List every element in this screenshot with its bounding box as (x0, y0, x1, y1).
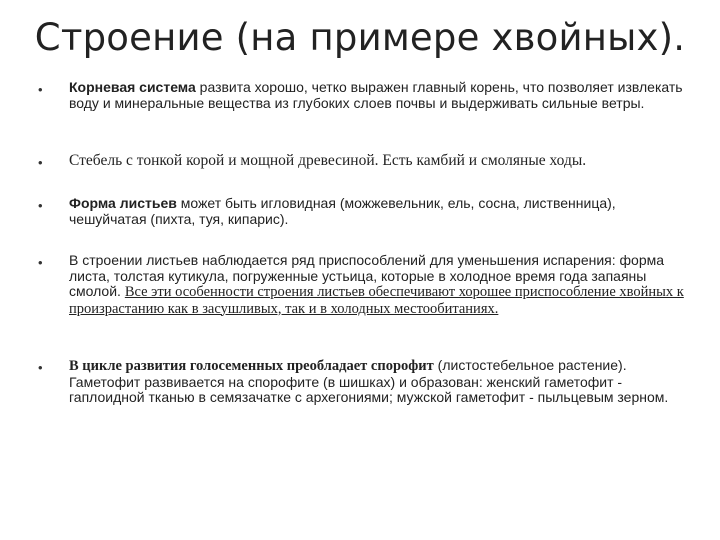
item-bold-lead: В цикле развития голосеменных преобладает спорофит (69, 358, 434, 374)
bullet-dot: • (38, 155, 43, 170)
item-bold-lead: Корневая система (69, 79, 196, 95)
item-text (69, 253, 687, 317)
item-body: с тонкой корой и мощной древесиной. Есть камбий и смоляные ходы. (122, 152, 587, 169)
item-text (69, 153, 687, 169)
item-body: (листостебельное растение). Гаметофит развивается на спорофите (в шишках) и образован: женский гаметофит - гаплоидной тканью в семязачатке с архегониями; мужской гаметофит - пыльцевым зерном. (69, 357, 669, 405)
bullet-dot: • (38, 82, 43, 97)
item-body: может быть игловидная (можжевельник, ель, сосна, лиственница), чешуйчатая (пихта, туя, кипарис). (69, 195, 616, 227)
item-text (69, 358, 687, 406)
item-bold-lead: Форма листьев (69, 195, 177, 211)
slide-title: Строение (на примере хвойных). (34, 16, 686, 59)
item-body: развита хорошо, четко выражен главный корень, что позволяет извлекать воду и минеральные вещества из глубоких слоев почвы и выдерживать сильные ветры. (69, 79, 683, 111)
item-underlined-conclusion: Все эти особенности строения листьев обеспечивают хорошее приспособление хвойных к произрастанию как в засушливых, так и в холодных местообитаниях. (69, 284, 684, 317)
item-text (69, 196, 687, 227)
bullet-dot: • (38, 360, 43, 375)
bullet-dot: • (38, 255, 43, 270)
item-text (69, 80, 687, 111)
item-lead: Стебель (69, 152, 123, 169)
bullet-dot: • (38, 198, 43, 213)
item-body: В строении листьев наблюдается ряд приспособлений для уменьшения испарения: форма листа, толстая кутикула, погруженные устьица, которые в холодное время года запаяны смолой. (69, 252, 665, 299)
